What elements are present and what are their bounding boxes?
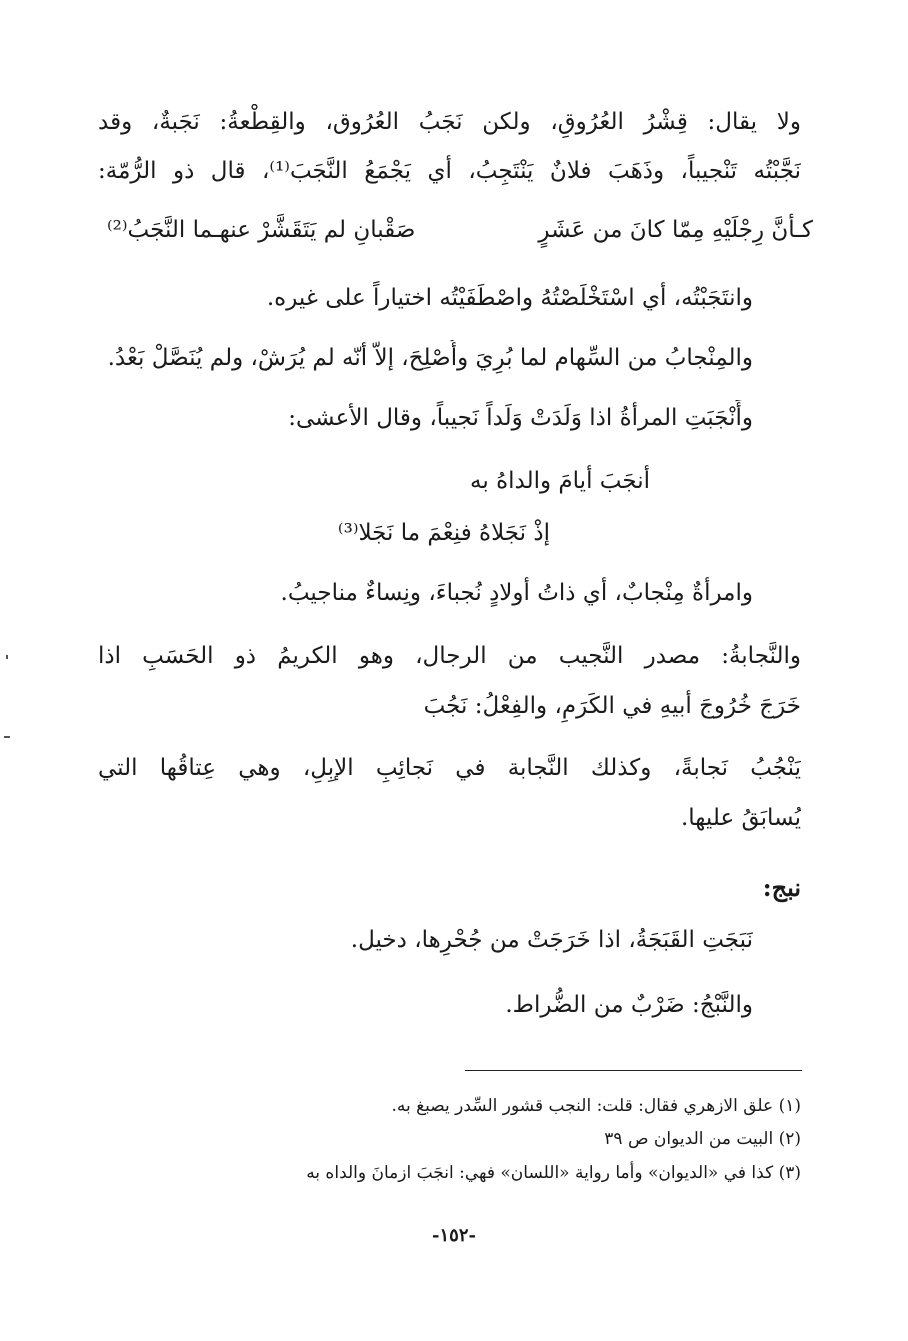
verse-1-second-hemistich: صَقْبانِ لم يَتَقَشَّرْ عنهـما النَّجَبُ⁽²⁾ (107, 217, 416, 243)
text-line-p9: والنَّبْجُ: ضَرْبٌ من الضُّراط. (505, 992, 753, 1018)
footnote-2: (٢) البيت من الديوان ص ٣٩ (604, 1129, 801, 1149)
scan-mark (6, 655, 8, 659)
verse-2-line-1: أنجَبَ أيامَ والداهُ به (470, 468, 650, 494)
page-number: -١٥٢- (432, 1225, 476, 1246)
verse-2-line-2: إذْ نَجَلاهُ فنِعْمَ ما نَجَلا⁽³⁾ (337, 520, 550, 546)
verse-1-first-hemistich: كـأنَّ رِجْلَيْهِ مِمّا كانَ من عَشَرٍ (538, 217, 813, 243)
text-line-p1-1: ولا يقال: قِشْرُ العُرُوقِ، ولكن نَجَبُ العُرُوق، والقِطْعةُ: نَجَبةٌ، وقد (98, 109, 801, 135)
text-line-p4: وأَنْجَبَتِ المرأةُ اذا وَلَدَتْ وَلَداً نَجيباً، وقال الأعشى: (288, 405, 753, 431)
footnote-1: (١) علق الازهري فقال: قلت: النجب قشور السِّدر يصبغ به. (391, 1096, 801, 1116)
text-line-p3: والمِنْجابُ من السِّهام لما بُرِيَ وأُصْلِحَ، إلاّ أنّه لم يُرَشْ، ولم يُنَصَّلْ بَعْدُ. (107, 345, 753, 371)
text-line-p7-2: يُسابَقُ عليها. (680, 805, 801, 831)
text-line-p6-1: والنَّجابةُ: مصدر النَّجيب من الرجال، وهو الكريمُ ذو الحَسَبِ اذا (98, 643, 801, 669)
text-line-p5: وامرأةٌ مِنْجابٌ، أي ذاتُ أولادٍ نُجباءَ، ونِساءٌ مناجيبُ. (280, 580, 753, 606)
text-line-p7-1: يَنْجُبُ نَجابةً، وكذلك النَّجابة في نَجائِبِ الإبِلِ، وهي عِتاقُها التي (98, 755, 801, 781)
footnote-separator (465, 1070, 802, 1071)
text-line-p2: وانتَجَبْتُه، أي اسْتَخْلَصْتُهُ واصْطَفَيْتُه اختياراً على غيره. (266, 285, 753, 311)
text-line-p6-2: خَرَجَ خُرُوجَ أبيهِ في الكَرَمِ، والفِعْلُ: نَجُبَ (423, 693, 801, 719)
text-line-p8: نَبَجَتِ القَبَجَةُ، اذا خَرَجَتْ من جُحْرِها، دخيل. (350, 927, 753, 953)
footnote-3: (٣) كذا في «الديوان» وأما رواية «اللسان» فهي: انجَبَ ازمانَ والداه به (306, 1163, 801, 1183)
entry-heading: نبج: (762, 873, 801, 902)
text-line-p1-2: نَجَّبْتُه تَنْجيباً، وذَهَبَ فلانٌ يَنْتَجِبُ، أي يَجْمَعُ النَّجَبَ⁽¹⁾، قال ذو الرُّمّة: (98, 158, 801, 184)
scan-mark (4, 736, 10, 738)
